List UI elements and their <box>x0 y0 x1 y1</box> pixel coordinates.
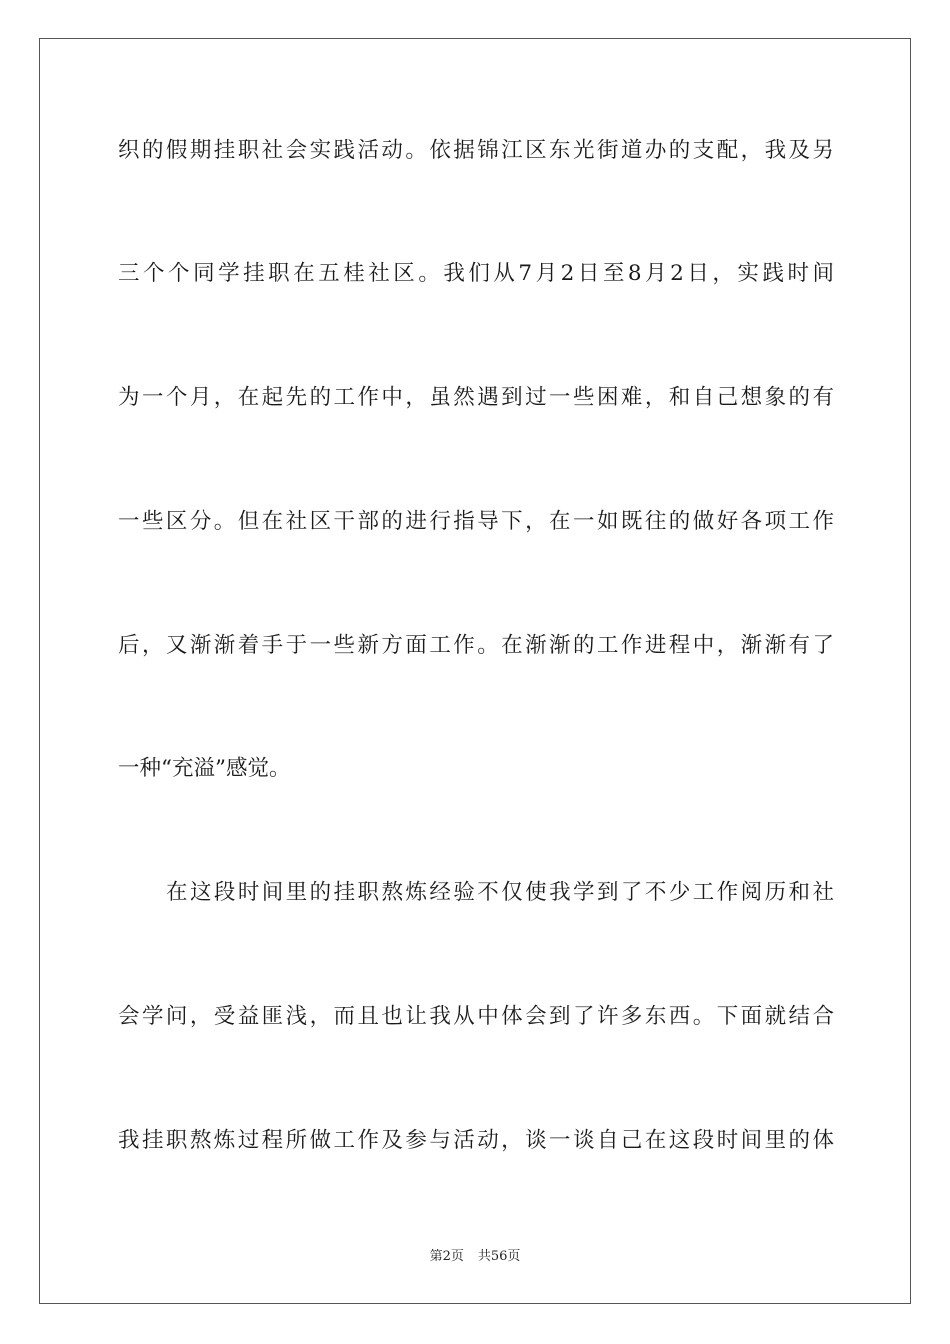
page-border <box>39 38 911 1304</box>
page-number: 第2页 <box>429 1249 464 1264</box>
text-line-9: 我挂职熬炼过程所做工作及参与活动，谈一谈自己在这段时间里的体 <box>118 1128 834 1153</box>
text-line-6: 一种“充溢”感觉。 <box>118 756 291 781</box>
text-line-1: 织的假期挂职社会实践活动。依据锦江区东光街道办的支配，我及另 <box>118 138 834 163</box>
page-total: 共56页 <box>477 1249 521 1264</box>
page-footer <box>0 1245 950 1264</box>
text-line-8: 会学问，受益匪浅，而且也让我从中体会到了许多东西。下面就结合 <box>118 1004 834 1029</box>
text-line-7: 在这段时间里的挂职熬炼经验不仅使我学到了不少工作阅历和社 <box>166 880 834 905</box>
text-line-3: 为一个月，在起先的工作中，虽然遇到过一些困难，和自己想象的有 <box>118 385 834 410</box>
text-line-5: 后，又渐渐着手于一些新方面工作。在渐渐的工作进程中，渐渐有了 <box>118 633 834 658</box>
text-line-2: 三个个同学挂职在五桂社区。我们从7月2日至8月2日，实践时间 <box>118 261 834 286</box>
text-line-4: 一些区分。但在社区干部的进行指导下，在一如既往的做好各项工作 <box>118 509 834 534</box>
